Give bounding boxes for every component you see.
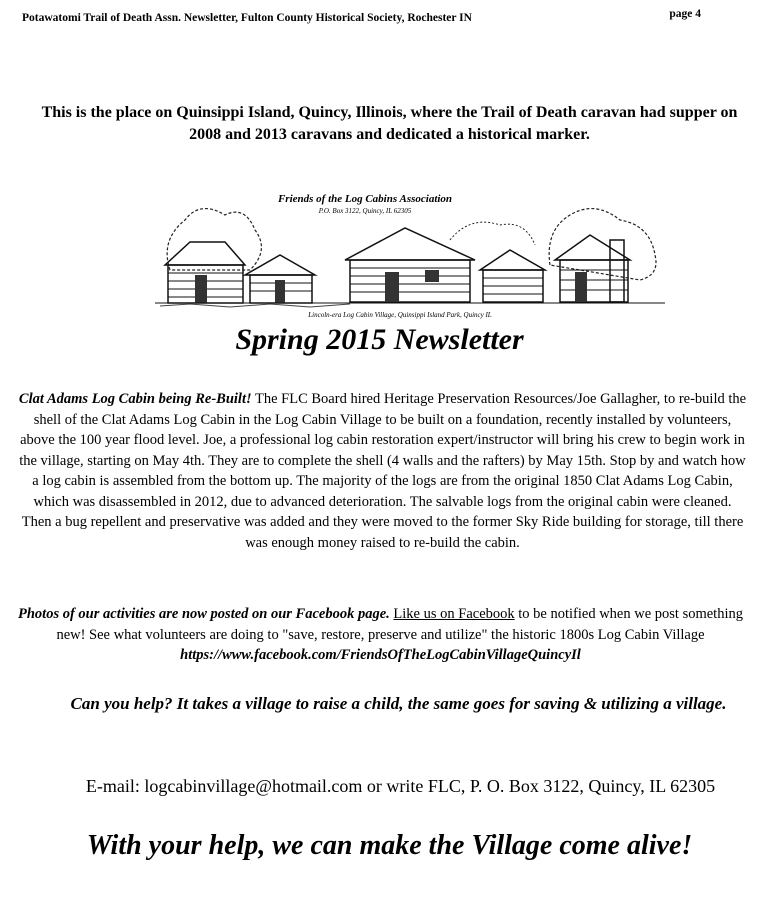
log-cabin-banner bbox=[150, 180, 670, 320]
article-paragraph bbox=[18, 389, 747, 553]
page-number: page 4 bbox=[669, 8, 701, 20]
banner-caption: Lincoln-era Log Cabin Village, Quinsippi Island Park, Quincy IL bbox=[308, 311, 492, 319]
intro-text: This is the place on Quinsippi Island, Quincy, Illinois, where the Trail of Death caravan had supper on 2008 and 2013 caravans and dedicated a historical marker. bbox=[41, 104, 738, 143]
article-lead: Clat Adams Log Cabin being Re-Built! bbox=[18, 391, 252, 407]
closing-text: With your help, we can make the Village come alive! bbox=[86, 830, 693, 861]
log-cabin-illustration bbox=[150, 180, 670, 320]
help-text: Can you help? It takes a village to raise a child, the same goes for saving & utilizing a village. bbox=[70, 694, 727, 713]
article-body: The FLC Board hired Heritage Preservation Resources/Joe Gallagher, to re-build the shell of the Clat Adams Log Cabin in the Log Cabin Village to be built on a foundation, recently installed by volunteers, above the 100 year flood level. Joe, a professional log cabin restoration expert/instructor will bring his crew to begin work in the village, starting on May 4th. They are to complete the shell (4 walls and the rafters) by May 15th. Stop by and watch how a log cabin is assembled from the bottom up. The majority of the logs are from the original 1850 Clat Adams Log Cabin, which was disassembled in 2012, due to advanced deterioration. The salvable logs from the original cabin were cleaned. Then a bug repellent and preservative was added and they were moved to the former Sky Ride building for storage, till there was enough money raised to re-build the cabin. bbox=[19, 391, 747, 551]
newsletter-title: Spring 2015 Newsletter bbox=[235, 323, 524, 356]
like-us-link[interactable]: Like us on Facebook bbox=[393, 606, 515, 622]
banner-org: Friends of the Log Cabins Association bbox=[277, 193, 453, 205]
facebook-url-link[interactable]: https://www.facebook.com/FriendsOfTheLogCabinVillageQuincyIl bbox=[180, 647, 581, 663]
page-header bbox=[22, 8, 745, 24]
facebook-mid: to be notified when we post something new! See what volunteers are doing to "save, restore, preserve and utilize" the historic 1800s Log Cabin Village bbox=[56, 606, 743, 643]
facebook-lead: Photos of our activities are now posted on our Facebook page. bbox=[18, 606, 390, 622]
facebook-paragraph bbox=[12, 604, 749, 666]
header-text: Potawatomi Trail of Death Assn. Newsletter, Fulton County Historical Society, Rochester IN bbox=[22, 12, 472, 24]
contact-text: E-mail: logcabinvillage@hotmail.com or write FLC, P. O. Box 3122, Quincy, IL 62305 bbox=[85, 776, 716, 796]
banner-address: P.O. Box 3122, Quincy, IL 62305 bbox=[318, 207, 412, 215]
